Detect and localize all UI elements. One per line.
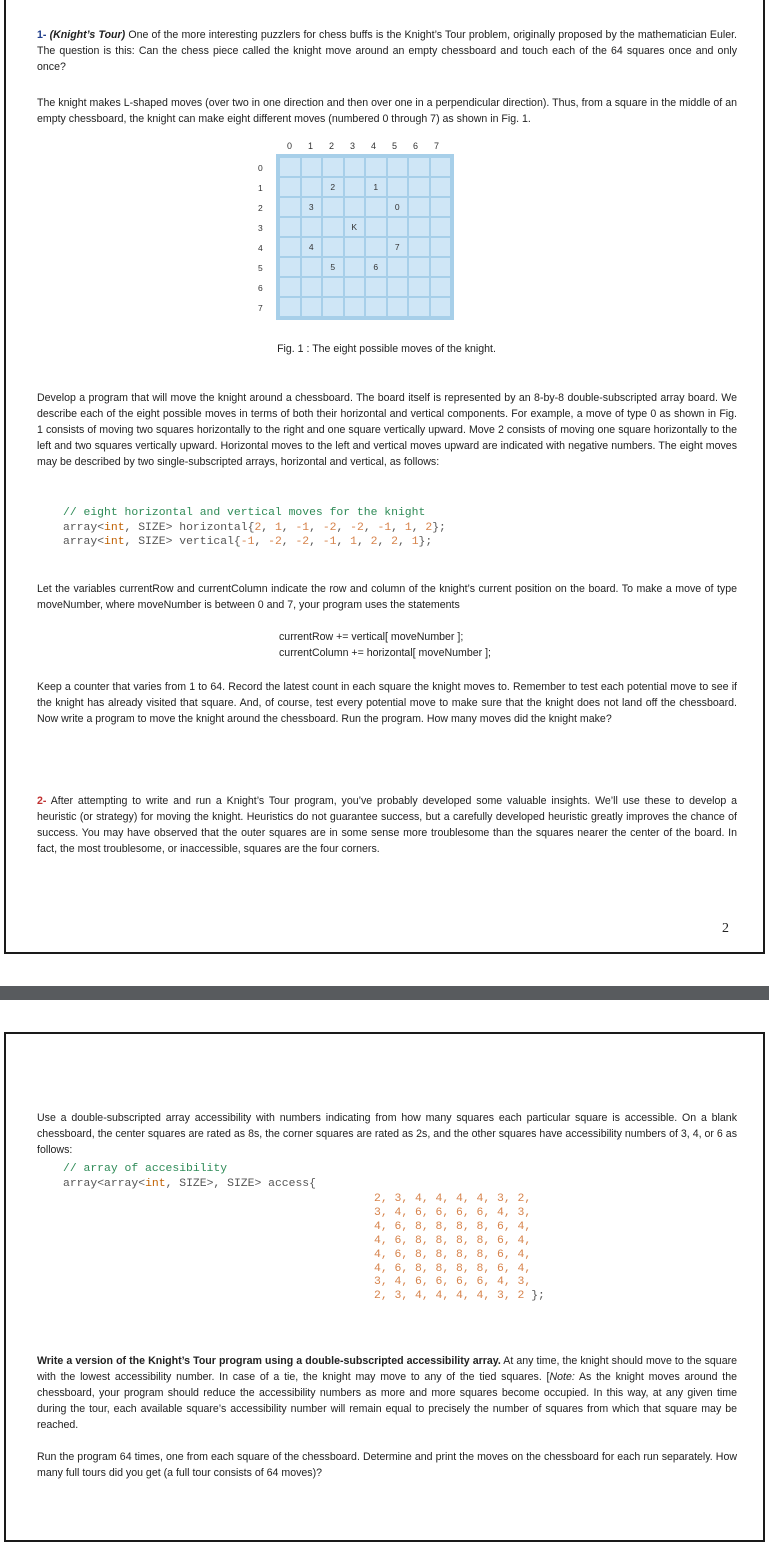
board-cell [302, 298, 322, 316]
board-cell [366, 198, 386, 216]
board-cell [409, 258, 429, 276]
question-1-moves-paragraph: The knight makes L-shaped moves (over two in one direction and then over one in a perpendicular direction). Thus, from a square in the middle of an empty chessboard, the knight can make eight different moves (numbered 0 through 7) as shown in Fig. 1. [37, 97, 737, 125]
row-label: 4 [258, 243, 263, 253]
access-row: 3, 4, 6, 6, 6, 6, 4, 3, [374, 1276, 532, 1289]
accessibility-paragraph: Use a double-subscripted array accessibility with numbers indicating from how many squares each particular square is accessible. On a blank chessboard, the center squares are rated as 8s, the corner squares are rated as 2s, and the other squares have accessibility numbers of 3, 4, or 6 as follows: [37, 1112, 737, 1156]
board-cell: 3 [302, 198, 322, 216]
statement-current-row: currentRow += vertical[ moveNumber ]; [279, 631, 464, 643]
document-page-1 [4, 0, 765, 954]
board-cell [323, 218, 343, 236]
column-label: 6 [413, 141, 419, 151]
board-cell [431, 238, 451, 256]
code-line-vertical: array<int, SIZE> vertical{-1, -2, -2, -1, 1, 2, 2, 1}; [63, 536, 433, 549]
board-cell [431, 198, 451, 216]
page-number: 2 [722, 921, 729, 936]
question-2-number: 2- [37, 795, 47, 807]
board-cell [409, 158, 429, 176]
board-cell [409, 218, 429, 236]
board-cell [280, 178, 300, 196]
board-cell [431, 278, 451, 296]
accessibility-values [374, 1193, 545, 1304]
code-comment: // array of accesibility [63, 1163, 228, 1175]
board-cell: 0 [388, 198, 408, 216]
board-cell [345, 198, 365, 216]
document-page-2 [4, 1032, 765, 1542]
board-cell [366, 298, 386, 316]
board-cell [323, 158, 343, 176]
board-cell [323, 298, 343, 316]
figure-caption: Fig. 1 : The eight possible moves of the knight. [277, 343, 496, 355]
column-label: 2 [329, 141, 335, 151]
question-1-variables-paragraph: Let the variables currentRow and currentColumn indicate the row and column of the knight’s current position on the board. To make a move of type moveNumber, where moveNumber is between 0 and 7, your program uses the statements [37, 583, 737, 611]
board-cell [323, 198, 343, 216]
board-cell [345, 178, 365, 196]
board-cell: 4 [302, 238, 322, 256]
board-cell [280, 278, 300, 296]
row-label: 6 [258, 283, 263, 293]
row-label: 5 [258, 263, 263, 273]
question-1-counter-paragraph: Keep a counter that varies from 1 to 64. Record the latest count in each square the knight moves to. Remember to test each potential move to see if the knight has already visited that square. And, of course, test every potential move to make sure that the knight does not land off the chessboard. Now write a program to move the knight around the chessboard. Run the program. How many moves did the knight make? [37, 681, 737, 725]
question-1-develop-paragraph: Develop a program that will move the knight around a chessboard. The board itself is represented by an 8-by-8 double-subscripted array board. We describe each of the eight possible moves in terms of both their horizontal and vertical components. For example, a move of type 0 as shown in Fig. 1 consists of moving two squares horizontally to the right and one square vertically upward. Move 2 consists of moving one square horizontally to the left and two squares vertically upward. Horizontal moves to the left and vertical moves upward are indicated with negative numbers. The eight moves may be described by two single-subscripted arrays, horizontal and vertical, as follows: [37, 392, 737, 468]
code-close: }; [524, 1290, 545, 1303]
board-cell: 2 [323, 178, 343, 196]
board-cell: 7 [388, 238, 408, 256]
board-cell [388, 178, 408, 196]
board-cell [366, 238, 386, 256]
code-comment: // eight horizontal and vertical moves for the knight [63, 507, 426, 519]
board-cell [345, 238, 365, 256]
board-cell [388, 218, 408, 236]
board-cell [366, 158, 386, 176]
board-cell [280, 198, 300, 216]
board-cell [280, 238, 300, 256]
board-cell: 1 [366, 178, 386, 196]
chessboard-grid [280, 158, 450, 316]
board-cell [345, 258, 365, 276]
access-row: 2, 3, 4, 4, 4, 4, 3, 2 [374, 1290, 525, 1303]
board-cell [302, 278, 322, 296]
code-line-horizontal: array<int, SIZE> horizontal{2, 1, -1, -2, -2, -1, 1, 2}; [63, 521, 446, 534]
statement-current-column: currentColumn += horizontal[ moveNumber ]; [279, 647, 491, 659]
board-cell [366, 218, 386, 236]
board-cell [388, 158, 408, 176]
row-label: 2 [258, 203, 263, 213]
board-cell [280, 158, 300, 176]
row-label: 7 [258, 303, 263, 313]
question-1-number: 1- [37, 29, 47, 41]
row-label: 0 [258, 163, 263, 173]
board-cell [366, 278, 386, 296]
heuristic-bold-text: Write a version of the Knight’s Tour program using a double-subscripted accessibility array. [37, 1355, 501, 1367]
board-cell [302, 258, 322, 276]
question-1-intro [37, 28, 737, 76]
heuristic-paragraph: Write a version of the Knight’s Tour program using a double-subscripted accessibility array. At any time, the knight should move to the square with the lowest accessibility number. In case of a tie, the knight may move to any of the tied squares. [Note: As the knight moves around the chessboard, your program should reduce the accessibility numbers as more and more squares become occupied. In this way, at any given time during the tour, each available square’s accessibility number will remain equal to precisely the number of squares from which that square may be reached. [37, 1355, 738, 1431]
board-cell [431, 178, 451, 196]
board-cell [388, 298, 408, 316]
board-cell [409, 178, 429, 196]
board-cell [388, 278, 408, 296]
column-label: 7 [434, 141, 440, 151]
board-cell [302, 218, 322, 236]
board-cell [345, 298, 365, 316]
access-row: 4, 6, 8, 8, 8, 8, 6, 4, [374, 1234, 532, 1247]
question-2-intro [37, 794, 737, 858]
access-row: 4, 6, 8, 8, 8, 8, 6, 4, [374, 1248, 532, 1261]
access-row: 4, 6, 8, 8, 8, 8, 6, 4, [374, 1220, 532, 1233]
board-cell [431, 218, 451, 236]
board-cell [409, 298, 429, 316]
access-row: 3, 4, 6, 6, 6, 6, 4, 3, [374, 1206, 532, 1219]
board-cell [388, 258, 408, 276]
board-cell [345, 278, 365, 296]
row-label: 3 [258, 223, 263, 233]
board-cell [302, 158, 322, 176]
chessboard [276, 154, 454, 320]
access-row: 2, 3, 4, 4, 4, 4, 3, 2, [374, 1193, 532, 1205]
board-cell [431, 298, 451, 316]
question-1-title: (Knight’s Tour) [49, 29, 126, 41]
board-cell [323, 278, 343, 296]
accessibility-code-block [63, 1162, 316, 1191]
access-row: 4, 6, 8, 8, 8, 8, 6, 4, [374, 1262, 532, 1275]
note-label: Note: [549, 1370, 575, 1383]
moves-code-block [63, 506, 446, 550]
question-2-intro-text: After attempting to write and run a Knight’s Tour program, you’ve probably developed some valuable insights. We’ll use these to develop a heuristic (or strategy) for moving the knight. Heuristics do not guarantee success, but a carefully developed heuristic greatly improves the chance of success. You may have observed that the outer squares are in some sense more troublesome than the squares nearer the center of the board. In fact, the most troublesome, or inaccessible, squares are the four corners. [37, 795, 737, 855]
column-label: 4 [371, 141, 377, 151]
column-label: 3 [350, 141, 356, 151]
code-line-decl: array<array<int, SIZE>, SIZE> access{ [63, 1177, 316, 1190]
board-cell [431, 158, 451, 176]
run-program-paragraph: Run the program 64 times, one from each square of the chessboard. Determine and print the moves on the chessboard for each run separately. How many full tours did you get (a full tour consists of 64 moves)? [37, 1451, 737, 1479]
board-cell [345, 158, 365, 176]
board-cell [409, 238, 429, 256]
page-separator [0, 986, 769, 1000]
board-cell [302, 178, 322, 196]
board-cell [409, 198, 429, 216]
row-label: 1 [258, 183, 263, 193]
column-label: 5 [392, 141, 398, 151]
board-cell: 5 [323, 258, 343, 276]
column-label: 1 [308, 141, 314, 151]
board-cell: 6 [366, 258, 386, 276]
board-cell [409, 278, 429, 296]
board-cell: K [345, 218, 365, 236]
board-cell [280, 298, 300, 316]
question-1-intro-text: One of the more interesting puzzlers for chess buffs is the Knight’s Tour problem, originally proposed by the mathematician Euler. The question is this: Can the chess piece called the knight move around an empty chessboard and touch each of the 64 squares once and only once? [37, 29, 737, 73]
board-cell [431, 258, 451, 276]
board-cell [280, 218, 300, 236]
column-label: 0 [287, 141, 293, 151]
board-cell [323, 238, 343, 256]
board-cell [280, 258, 300, 276]
